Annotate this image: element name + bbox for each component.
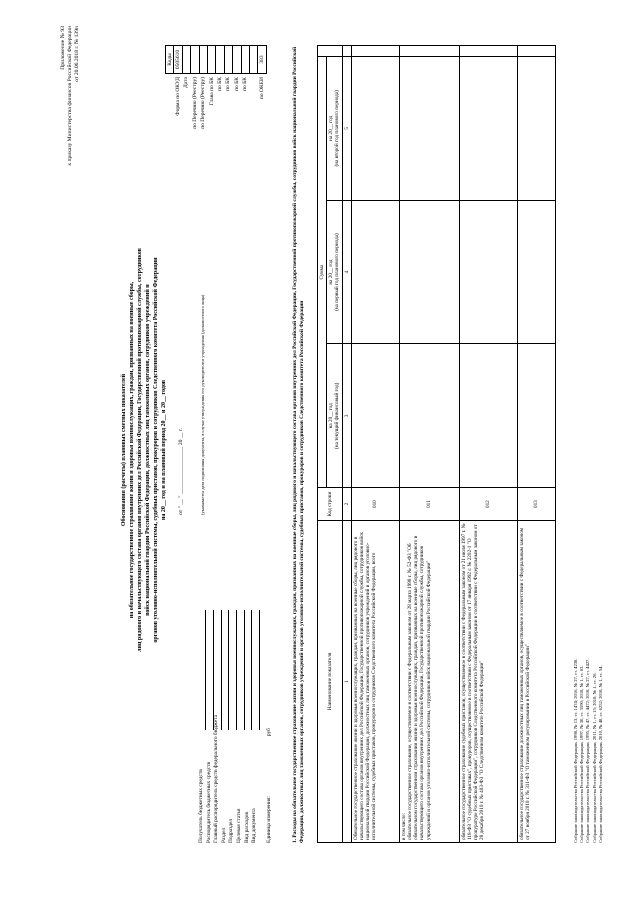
codes-header: Коды xyxy=(166,46,174,74)
col-number-2: 2 xyxy=(342,488,351,521)
table-row xyxy=(459,46,517,843)
title-line-5: органов уголовно-исполнительной системы, судебных приставов, прокуроров и сотрудников Следственного комитета Российской Федерации xyxy=(153,257,159,643)
date-line: от " __ " _________________ 20 __ г. xyxy=(178,428,184,515)
title-line-6: на 20__ год и на плановый период 20__ и 20__ годов xyxy=(161,379,167,521)
footnotes xyxy=(573,659,604,843)
col-number-1: 1 xyxy=(342,521,351,843)
indicators-table xyxy=(317,45,556,843)
codes-label-bk-3: по БК xyxy=(233,77,240,91)
codes-label-okei: по ОКЕИ xyxy=(258,77,265,100)
table-row xyxy=(351,46,399,843)
footnote-4: Собрание законодательства Российской Федерации, 2011, № 1, ст. 15; 2018, № 1, ст. 26. xyxy=(591,672,597,843)
row-013-code: 013 xyxy=(517,488,555,521)
label-unit: Единица измерения:руб xyxy=(265,728,272,843)
table-row xyxy=(399,46,459,843)
label-chief-manager: Главный распорядитель средств федерального бюджета xyxy=(213,714,220,843)
document-title xyxy=(120,125,168,775)
label-section: Раздел xyxy=(220,827,227,843)
col-name-header: Наименование показателя xyxy=(318,521,343,843)
row-013-name: обязательное государственное страхование должностных лиц таможенных органов, осуществляемое в соответствии с Федеральным законом от 27 ноября 2010 г. № 311-ФЗ "О таможенном регулировании в Российской Федерации" xyxy=(517,521,555,843)
signing-note: (указывается дата подписания документа, в случае утверждения его руководителем учреждения (должностного лица) xyxy=(200,294,205,515)
title-line-2: на обязательное государственное страхование жизни и здоровья военнослужащих, граждан, призванных на военные сборы, xyxy=(129,281,135,619)
codes-value-okei: 383 xyxy=(258,46,266,74)
codes-value-okud: 0505610 xyxy=(174,46,182,74)
col-number-5: 5 xyxy=(342,56,351,200)
label-expense-type: Вид расходов xyxy=(243,812,250,843)
col-first-plan-year-header: на 20__ год (на первый год планового периода) xyxy=(327,200,342,344)
col-number-4: 4 xyxy=(342,200,351,344)
appendix-date: от 20.06.2018 г. № 139н xyxy=(74,26,80,82)
codes-label-date: Дата xyxy=(183,77,190,88)
label-subsection: Подраздел xyxy=(228,818,235,843)
label-recipient: Получатель бюджетных средств xyxy=(198,769,204,843)
appendix-order: к приказу Министерства финансов Российской Федерации xyxy=(67,26,73,166)
codes-label-glava: Глава по БК xyxy=(208,77,215,106)
table-row xyxy=(517,46,555,843)
row-011-prefix: в том числе: xyxy=(400,812,407,840)
label-manager: Распорядитель бюджетных средств xyxy=(205,761,212,843)
col-number-3: 3 xyxy=(342,344,351,488)
codes-table xyxy=(165,45,267,150)
footnote-1: Собрание законодательства Российской Федерации, 1998, № 13, ст. 1474; 2016, № 27, ст. 4238. xyxy=(573,658,578,843)
codes-label-registry-1: по Перечню (Реестру) xyxy=(191,77,198,129)
codes-label-bk-1: по БК xyxy=(217,77,224,91)
row-011-name: обязательное государственное страхование, осуществляемое в соответствии с Федеральным законом от 28 марта 1998 г. № 52-ФЗ "Об обязательном государственном страховании жизни и здоровья военнослужащих, граждан, призванных на военные сборы, лиц рядового и начальствующего состава органов внутренних дел Российской Федерации, Государственной противопожарной службы, сотрудников учреждений и органов уголовно-исполнительной системы, сотрудников войск национальной гвардии Российской Федерации" xyxy=(407,535,432,840)
col-sums-header: Сумма xyxy=(318,56,327,487)
col-second-plan-year-header: на 20__ год (на второй год планового периода) xyxy=(327,56,342,200)
row-012-name: обязательное государственное страхование судебных приставов, осуществляемое в соответствии с Федеральным законом от 21 июля 1997 г. № 118-ФЗ "О судебных приставах", прокуроров, осуществляемое в соответствии с Федеральным законом от 17 января 1992 г. № 2202-1 "О прокуратуре Российской Федерации", сотрудников Следственного комитета Российской Федерации в соответствии с Федеральным законом от 28 декабря 2010 г. № 403-ФЗ "О Следственном комитете Российской Федерации" xyxy=(459,521,517,843)
col-code-header: Код строки xyxy=(318,488,343,521)
codes-label-okud: Форма по ОКУД xyxy=(175,77,182,116)
codes-label-bk-2: по БК xyxy=(225,77,232,91)
row-012-code: 012 xyxy=(459,488,517,521)
appendix-header xyxy=(60,26,81,166)
title-line-4: войск национальной гвардии Российской Федерации, должностных лиц таможенных органов, сотрудников учреждений и xyxy=(145,284,151,616)
requisites-labels xyxy=(198,715,273,843)
title-line-1: Обоснования (расчеты) плановых сметных показателей xyxy=(121,373,127,527)
section-1-heading: 1. Расходы на обязательное государственное страхование жизни и здоровья военнослужащих, граждан, призванных на военные сборы, лиц рядового и начальствующего состава органов внутренних дел Российской Федерации, Государственной противопожарной службы, сотрудников войск национальной гвардии Российской Федерации, должностных лиц таможенных органов, сотрудников учреждений и органов уголовно-исполнительной системы, судебных приставов, прокуроров и сотрудников Следственного комитета Российской Федерации xyxy=(292,46,305,843)
label-target-article: Целевая статья xyxy=(235,808,242,843)
footnote-3: Собрание законодательства Российской Федерации, 1995, № 47, ст. 4472; 2018, № 27, ст. 4427. xyxy=(585,658,591,843)
codes-label-registry-2: по Перечню (Реестру) xyxy=(200,77,207,129)
codes-label-bk-4: по БК xyxy=(242,77,249,91)
title-line-3: лиц рядового и начальствующего состава органов внутренних дел Российской Федерации, Государственной противопожарной службы, сотрудников xyxy=(137,248,143,652)
row-011-code: 011 xyxy=(399,488,459,521)
footnote-5: Собрание законодательства Российской Федерации, 2010, № 48, ст. 6252; 2018, № 1, ст. 54. xyxy=(597,665,603,843)
row-010-name: Обязательное государственное страхование жизни и здоровья военнослужащих, граждан, призванных на военные сборы, лиц рядового и начальствующего состава органов внутренних дел Российской Федерации, Государственной противопожарной службы, сотрудников войск национальной гвардии Российской Федерации, должностных лиц таможенных органов, сотрудников учреждений и органов уголовно-исполнительной системы, судебных приставов, прокуроров и сотрудников Следственного комитета Российской Федерации, всего xyxy=(351,521,399,843)
row-010-code: 010 xyxy=(351,488,399,521)
label-document-type: Вид документа xyxy=(251,808,258,843)
footnote-2: Собрание законодательства Российской Федерации, 1997, № 30, ст. 3590; 2018, № 1, ст. 63. xyxy=(579,665,585,843)
appendix-number: Приложение № 93 xyxy=(60,26,66,70)
col-current-year-header: на 20__ год (на текущий финансовый год) xyxy=(327,344,342,488)
